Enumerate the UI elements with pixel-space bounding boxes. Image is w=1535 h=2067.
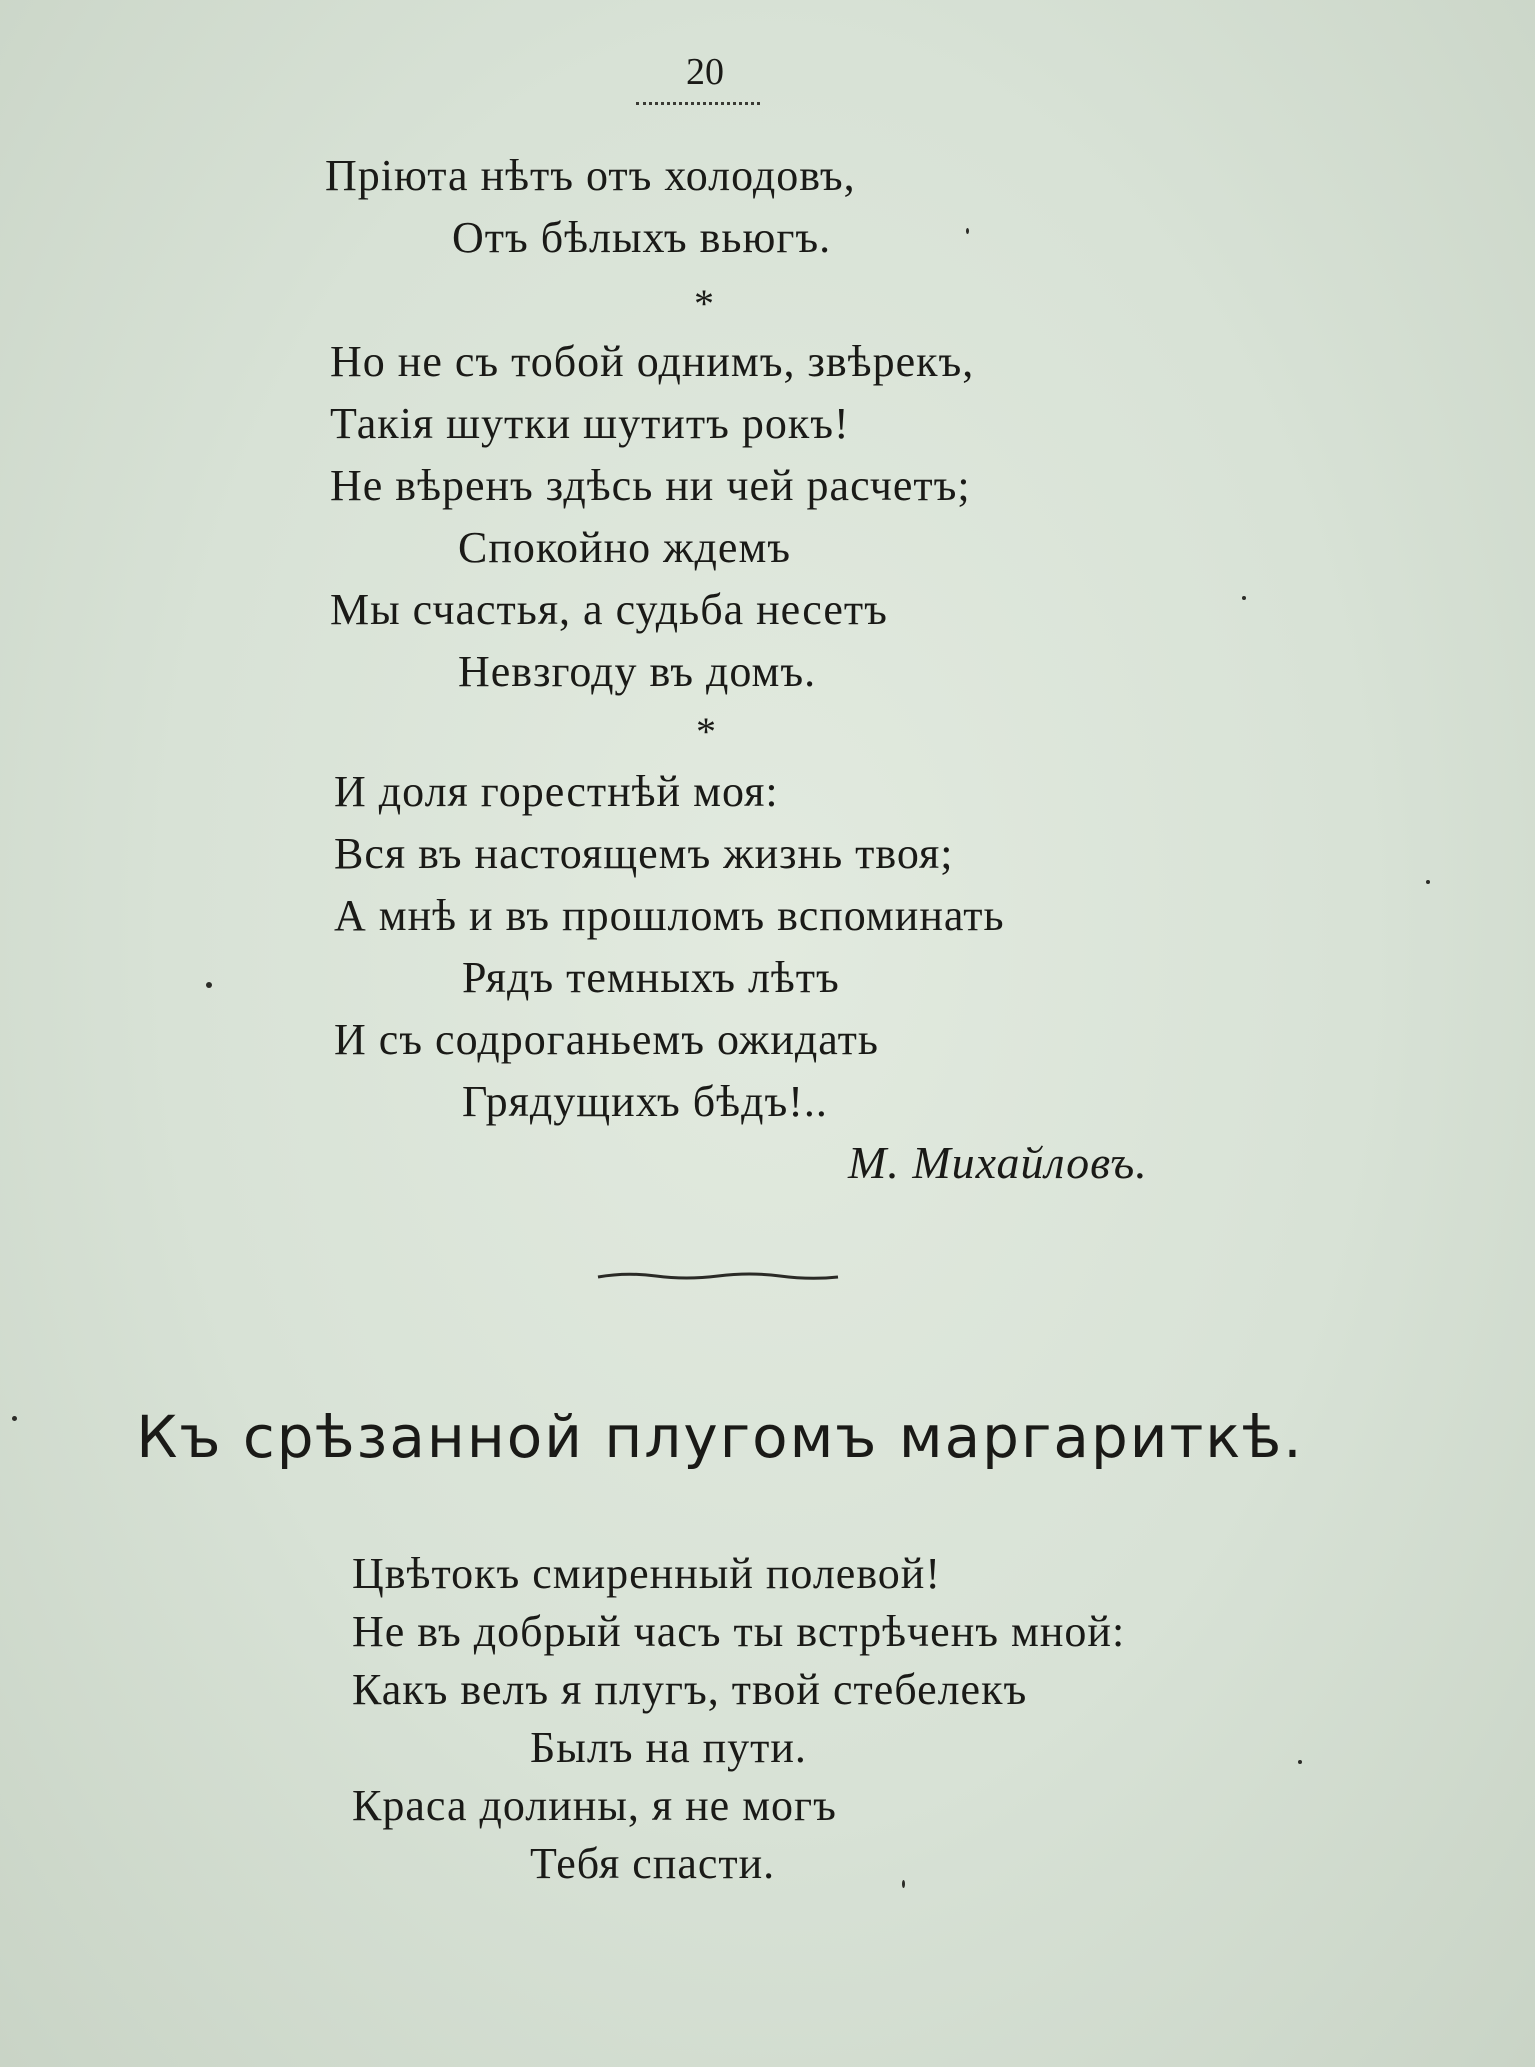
poem-line: Пріюта нѣтъ отъ холодовъ, xyxy=(325,151,856,200)
paper-speck xyxy=(12,1416,17,1421)
poem-line: И съ содроганьемъ ожидать xyxy=(334,1015,879,1064)
author-signature: М. Михайловъ. xyxy=(848,1137,1148,1188)
page-number: 20 xyxy=(686,51,724,93)
stanza-separator: * xyxy=(696,709,716,754)
stanza-separator: * xyxy=(694,281,714,326)
section-divider xyxy=(596,1270,840,1282)
poem-line: Тебя спасти. xyxy=(530,1839,776,1888)
poem-line: Рядъ темныхъ лѣтъ xyxy=(462,953,840,1002)
poem-line: Грядущихъ бѣдъ!.. xyxy=(462,1077,828,1126)
paper-speck xyxy=(206,982,212,988)
poem-line: Отъ бѣлыхъ вьюгъ. xyxy=(452,213,832,262)
poem-line: Но не съ тобой однимъ, звѣрекъ, xyxy=(330,337,975,386)
poem-line: Мы счастья, а судьба несетъ xyxy=(330,585,888,634)
poem-line: Спокойно ждемъ xyxy=(458,523,792,572)
poem-line: Вся въ настоящемъ жизнь твоя; xyxy=(334,829,954,878)
poem-line: Не вѣренъ здѣсь ни чей расчетъ; xyxy=(330,461,971,510)
poem-line: Не въ добрый часъ ты встрѣченъ мной: xyxy=(352,1607,1126,1656)
poem-line: А мнѣ и въ прошломъ вспоминать xyxy=(334,891,1005,940)
paper-speck xyxy=(1298,1760,1302,1764)
paper-speck xyxy=(1242,596,1246,600)
poem-line: Цвѣтокъ смиренный полевой! xyxy=(352,1549,941,1598)
poem-line: Невзгоду въ домъ. xyxy=(458,647,817,696)
poem-line: Краса долины, я не могъ xyxy=(352,1781,837,1830)
paper-speck xyxy=(1426,880,1430,884)
poem-line: Былъ на пути. xyxy=(530,1723,807,1772)
page-number-rule xyxy=(636,102,760,105)
poem-line: Такія шутки шутитъ рокъ! xyxy=(330,399,850,448)
poem-line: И доля горестнѣй моя: xyxy=(334,767,779,816)
paper-speck xyxy=(902,1880,905,1888)
paper-speck xyxy=(966,228,969,234)
poem-line: Какъ велъ я плугъ, твой стебелекъ xyxy=(352,1665,1028,1714)
poem-title: Къ срѣзанной плугомъ маргариткѣ. xyxy=(136,1403,1304,1471)
